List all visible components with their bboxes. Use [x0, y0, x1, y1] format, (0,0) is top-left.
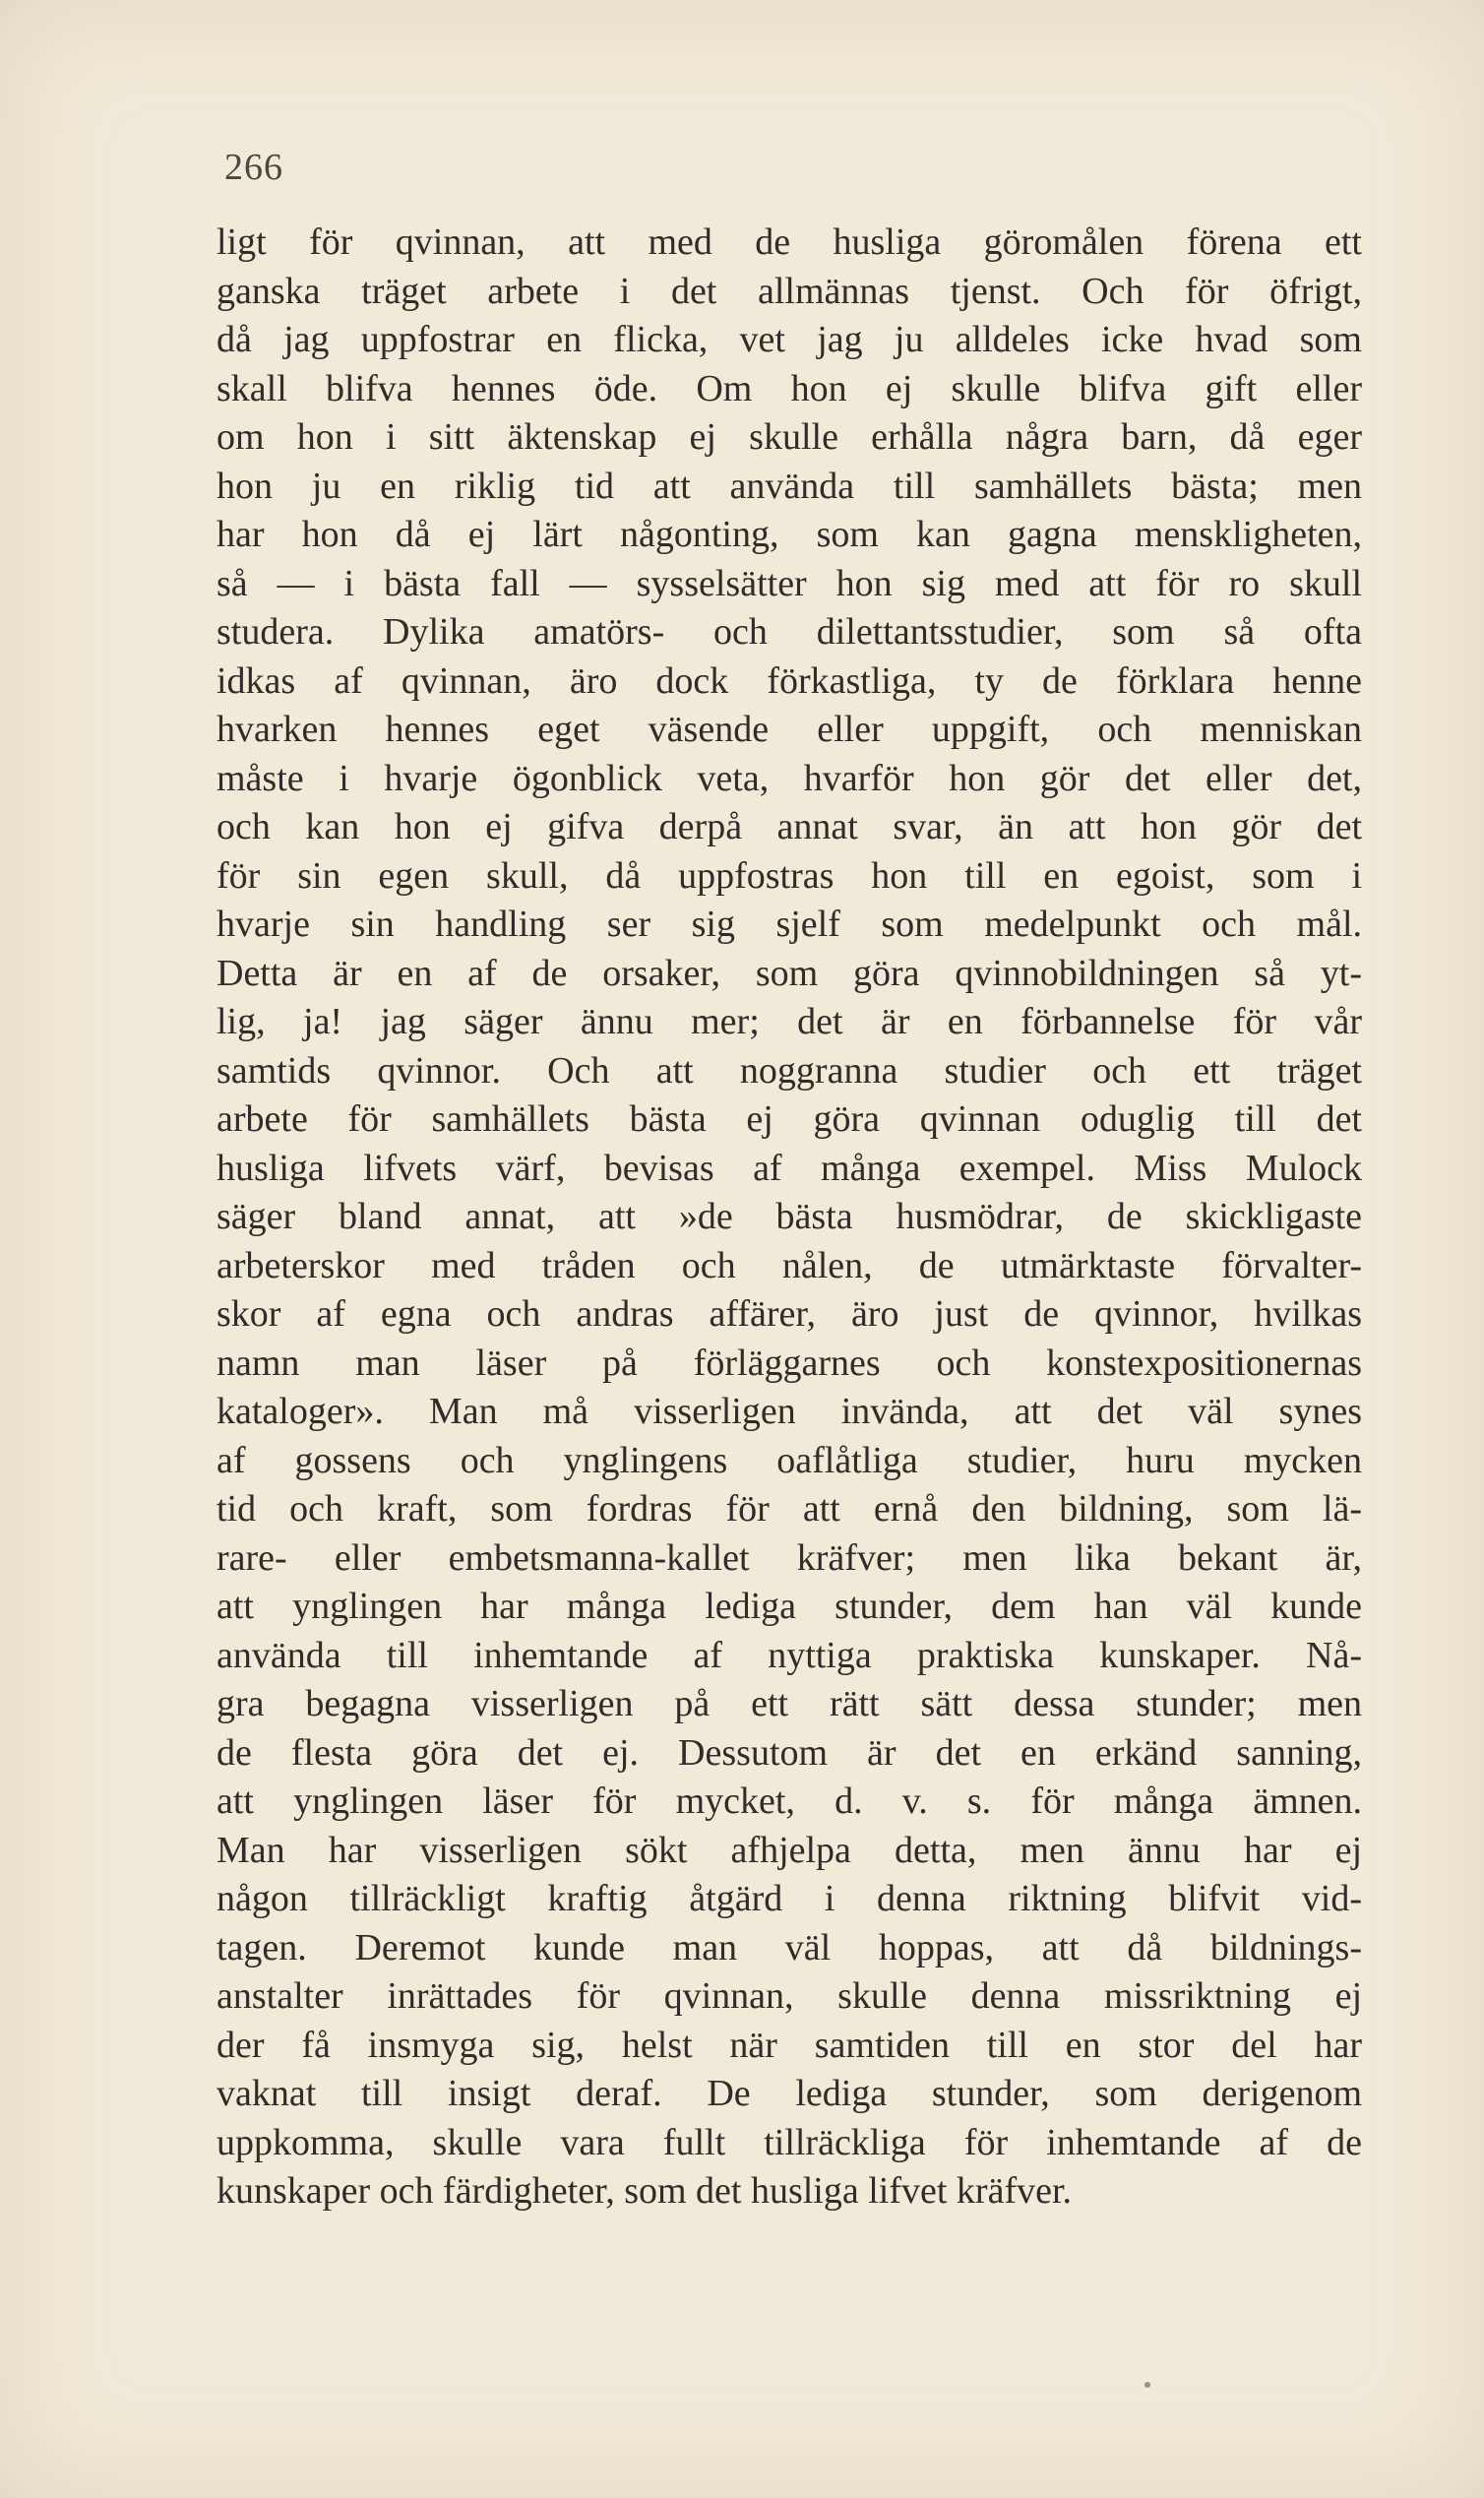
- text-line: då jag uppfostrar en flicka, vet jag ju alldeles icke hvad som: [216, 319, 1362, 360]
- text-line: anstalter inrättades för qvinnan, skulle denna missriktning ej: [216, 1975, 1362, 2017]
- text-line: de flesta göra det ej. Dessutom är det en erkänd sanning,: [216, 1731, 1362, 1774]
- text-line: har hon då ej lärt någonting, som kan gagna menskligheten,: [216, 514, 1362, 555]
- text-line: Detta är en af de orsaker, som göra qvinnobildningen så yt-: [216, 952, 1362, 994]
- text-line: rare- eller embetsmanna-kallet kräfver; men lika bekant är,: [216, 1536, 1362, 1579]
- text-line: hon ju en riklig tid att använda till samhällets bästa; men: [216, 465, 1362, 507]
- text-line: idkas af qvinnan, äro dock förkastliga, ty de förklara henne: [216, 659, 1362, 702]
- text-line: ligt för qvinnan, att med de husliga göromålen förena ett: [216, 221, 1362, 263]
- text-line: arbete för samhällets bästa ej göra qvinnan oduglig till det: [216, 1098, 1362, 1140]
- text-line: så — i bästa fall — sysselsätter hon sig med att för ro skull: [216, 562, 1362, 604]
- text-line: någon tillräckligt kraftig åtgärd i denna riktning blifvit vid-: [216, 1878, 1362, 1919]
- text-line: att ynglingen läser för mycket, d. v. s. för många ämnen.: [216, 1780, 1362, 1822]
- text-line: tid och kraft, som fordras för att ernå den bildning, som lä-: [216, 1488, 1362, 1530]
- text-line: uppkomma, skulle vara fullt tillräckliga för inhemtande af de: [216, 2121, 1362, 2163]
- text-line: skall blifva hennes öde. Om hon ej skulle blifva gift eller: [216, 367, 1362, 409]
- text-line: af gossens och ynglingens oaflåtliga studier, huru mycken: [216, 1439, 1362, 1481]
- text-line: måste i hvarje ögonblick veta, hvarför hon gör det eller det,: [216, 757, 1362, 799]
- text-line: husliga lifvets värf, bevisas af många exempel. Miss Mulock: [216, 1147, 1362, 1189]
- paper-speck: [1144, 2382, 1150, 2388]
- text-line: skor af egna och andras affärer, äro just de qvinnor, hvilkas: [216, 1293, 1362, 1335]
- text-line: att ynglingen har många lediga stunder, dem han väl kunde: [216, 1586, 1362, 1627]
- page-number: 266: [224, 147, 283, 188]
- text-line: ganska träget arbete i det allmännas tjenst. Och för öfrigt,: [216, 270, 1362, 312]
- text-line: om hon i sitt äktenskap ej skulle erhålla några barn, då eger: [216, 416, 1362, 458]
- text-line: studera. Dylika amatörs- och dilettantsstudier, som så ofta: [216, 611, 1362, 653]
- text-line: lig, ja! jag säger ännu mer; det är en förbannelse för vår: [216, 1001, 1362, 1042]
- text-line: kunskaper och färdigheter, som det husliga lifvet kräfver.: [216, 2170, 1073, 2212]
- text-line: vaknat till insigt deraf. De lediga stunder, som derigenom: [216, 2073, 1362, 2114]
- text-line: säger bland annat, att »de bästa husmödrar, de skickligaste: [216, 1196, 1362, 1237]
- body-text: [216, 219, 1362, 2217]
- text-line: hvarje sin handling ser sig sjelf som medelpunkt och mål.: [216, 904, 1362, 945]
- text-line: samtids qvinnor. Och att noggranna studier och ett träget: [216, 1049, 1362, 1092]
- text-line: och kan hon ej gifva derpå annat svar, än att hon gör det: [216, 806, 1362, 847]
- text-line: tagen. Deremot kunde man väl hoppas, att då bildnings-: [216, 1926, 1362, 1968]
- text-line: kataloger». Man må visserligen invända, att det väl synes: [216, 1391, 1362, 1432]
- text-line: arbeterskor med tråden och nålen, de utmärktaste förvalter-: [216, 1244, 1362, 1286]
- text-line: gra begagna visserligen på ett rätt sätt dessa stunder; men: [216, 1683, 1362, 1724]
- text-line: hvarken hennes eget väsende eller uppgift, och menniskan: [216, 709, 1362, 750]
- text-line: använda till inhemtande af nyttiga praktiska kunskaper. Nå-: [216, 1634, 1362, 1676]
- text-line: för sin egen skull, då uppfostras hon till en egoist, som i: [216, 854, 1362, 897]
- text-line: der få insmyga sig, helst när samtiden till en stor del har: [216, 2024, 1362, 2066]
- text-line: Man har visserligen sökt afhjelpa detta, men ännu har ej: [216, 1829, 1362, 1871]
- text-line: namn man läser på förläggarnes och konstexpositionernas: [216, 1342, 1362, 1384]
